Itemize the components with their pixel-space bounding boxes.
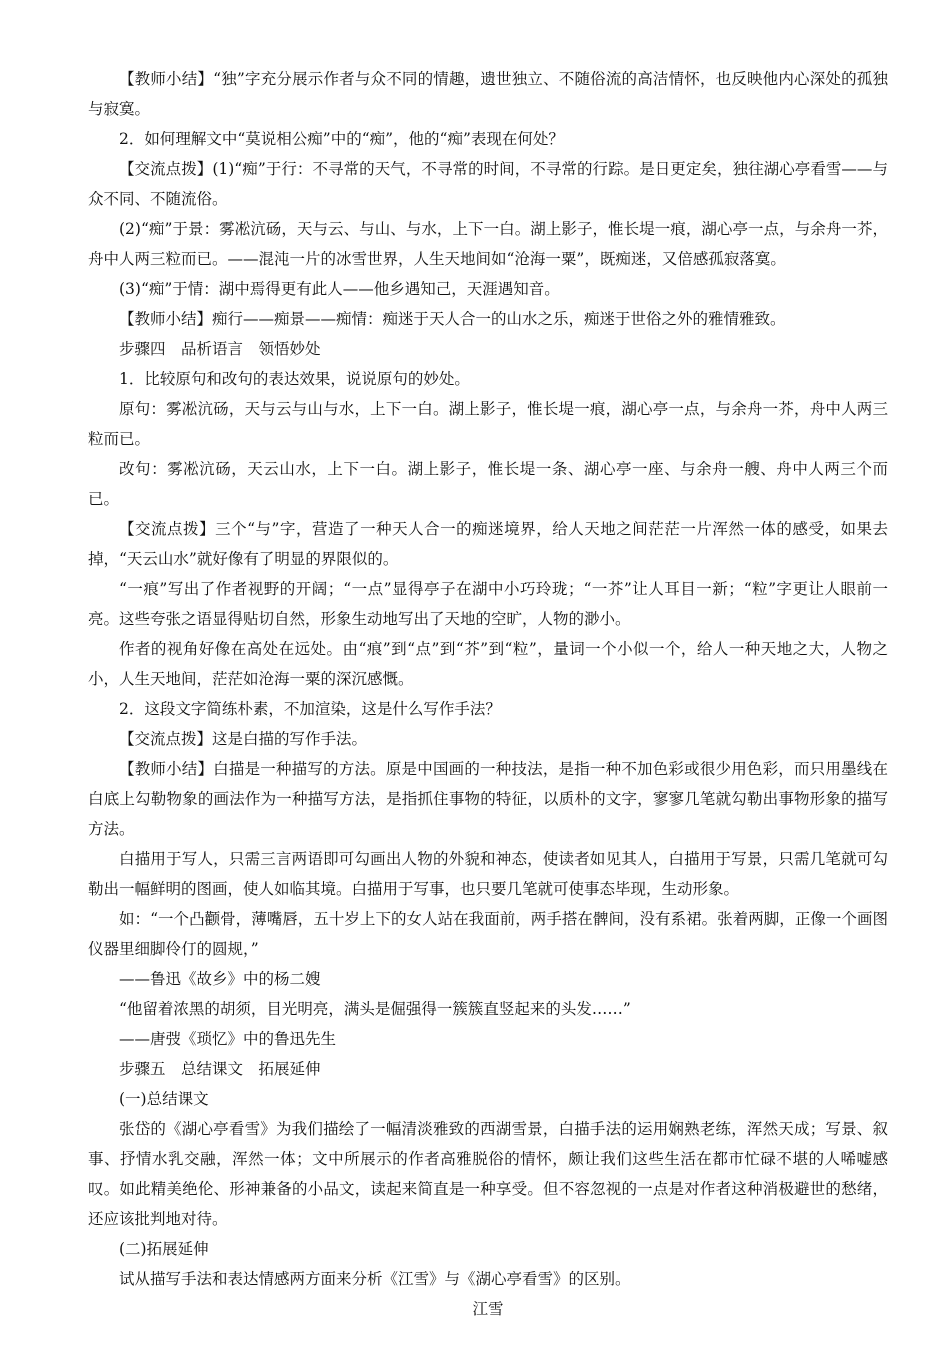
discussion-chi-1: 【交流点拨】(1)“痴”于行：不寻常的天气，不寻常的时间，不寻常的行踪。是日更定矣，独往湖心亭看雪——与众不同、不随流俗。 <box>88 160 888 208</box>
summary-paragraph: 张岱的《湖心亭看雪》为我们描绘了一幅清淡雅致的西湖雪景，白描手法的运用娴熟老练，浑然天成；写景、叙事、抒情水乳交融，浑然一体；文中所展示的作者高雅脱俗的情怀，颇让我们这些生活在都市忙碌不堪的人唏嘘感叹。如此精美绝伦、形神兼备的小品文，读起来简直是一种享受。但不容忽视的一点是对作者这种消极避世的愁绪，还应该批判地对待。 <box>88 1120 888 1228</box>
example-source-2: ——唐弢《琐忆》中的鲁迅先生 <box>119 1030 337 1048</box>
section-summary-heading: (一)总结课文 <box>119 1090 209 1108</box>
discussion-chi-3: (3)“痴”于情：湖中焉得更有此人——他乡遇知己，天涯遇知音。 <box>119 280 560 298</box>
question-1-compare: 1．比较原句和改句的表达效果，说说原句的妙处。 <box>119 370 470 388</box>
discussion-yu: 【交流点拨】三个“与”字，营造了一种天人合一的痴迷境界，给人天地之间茫茫一片浑然一体的感受，如果去掉，“天云山水”就好像有了明显的界限似的。 <box>88 520 888 568</box>
poem-title: 江雪 <box>472 1300 504 1318</box>
perspective-paragraph: 作者的视角好像在高处在远处。由“痕”到“点”到“芥”到“粒”，量词一个小似一个，给人一种天地之大，人物之小，人生天地间，茫茫如沧海一粟的深沉感慨。 <box>88 640 888 688</box>
example-source-1: ——鲁迅《故乡》中的杨二嫂 <box>119 970 321 988</box>
example-quote-1: 如：“一个凸颧骨，薄嘴唇，五十岁上下的女人站在我面前，两手搭在髀间，没有系裙。张着两脚，正像一个画图仪器里细脚伶仃的圆规，” <box>88 910 888 958</box>
teacher-summary-baimiao: 【教师小结】白描是一种描写的方法。原是中国画的一种技法，是指一种不加色彩或很少用色彩，而只用墨线在白底上勾勒物象的画法作为一种描写方法，是指抓住事物的特征，以质朴的文字，寥寥几笔就勾勒出事物形象的描写方法。 <box>88 760 888 838</box>
discussion-baimiao: 【交流点拨】这是白描的写作手法。 <box>119 730 368 748</box>
question-2-baimiao: 2．这段文字简练朴素，不加渲染，这是什么写作手法？ <box>119 700 501 718</box>
baimiao-usage-paragraph: 白描用于写人，只需三言两语即可勾画出人物的外貌和神态，使读者如见其人，白描用于写景，只需几笔就可勾勒出一幅鲜明的图画，使人如临其境。白描用于写事，也只要几笔就可使事态毕现，生动形象。 <box>88 850 888 898</box>
section-extension-heading: (二)拓展延伸 <box>119 1240 209 1258</box>
example-quote-2: “他留着浓黑的胡须，目光明亮，满头是倔强得一簇簇直竖起来的头发……” <box>119 1000 631 1018</box>
step-5-heading: 步骤五 总结课文 拓展延伸 <box>119 1060 321 1078</box>
document-page <box>88 64 888 1324</box>
discussion-chi-2: (2)“痴”于景：雾凇沆砀，天与云、与山、与水，上下一白。湖上影子，惟长堤一痕，湖心亭一点，与余舟一芥，舟中人两三粒而已。——混沌一片的冰雪世界，人生天地间如“沧海一粟”，既痴迷，又倍感孤寂落寞。 <box>88 220 888 268</box>
question-2-chi: 2．如何理解文中“莫说相公痴”中的“痴”，他的“痴”表现在何处？ <box>119 130 564 148</box>
teacher-summary-du: 【教师小结】“独”字充分展示作者与众不同的情趣，遗世独立、不随俗流的高洁情怀，也反映他内心深处的孤独与寂寞。 <box>88 70 888 118</box>
measure-words-paragraph: “一痕”写出了作者视野的开阔；“一点”显得亭子在湖中小巧玲珑；“一芥”让人耳目一新；“粒”字更让人眼前一亮。这些夸张之语显得贴切自然，形象生动地写出了天地的空旷，人物的渺小。 <box>88 580 888 628</box>
revised-sentence: 改句：雾凇沆砀，天云山水，上下一白。湖上影子，惟长堤一条、湖心亭一座、与余舟一艘、舟中人两三个而已。 <box>88 460 888 508</box>
step-4-heading: 步骤四 品析语言 领悟妙处 <box>119 340 321 358</box>
extension-task: 试从描写手法和表达情感两方面来分析《江雪》与《湖心亭看雪》的区别。 <box>119 1270 631 1288</box>
teacher-summary-chi: 【教师小结】痴行——痴景——痴情：痴迷于天人合一的山水之乐，痴迷于世俗之外的雅情雅致。 <box>119 310 786 328</box>
original-sentence: 原句：雾凇沆砀，天与云与山与水，上下一白。湖上影子，惟长堤一痕，湖心亭一点，与余舟一芥，舟中人两三粒而已。 <box>88 400 888 448</box>
